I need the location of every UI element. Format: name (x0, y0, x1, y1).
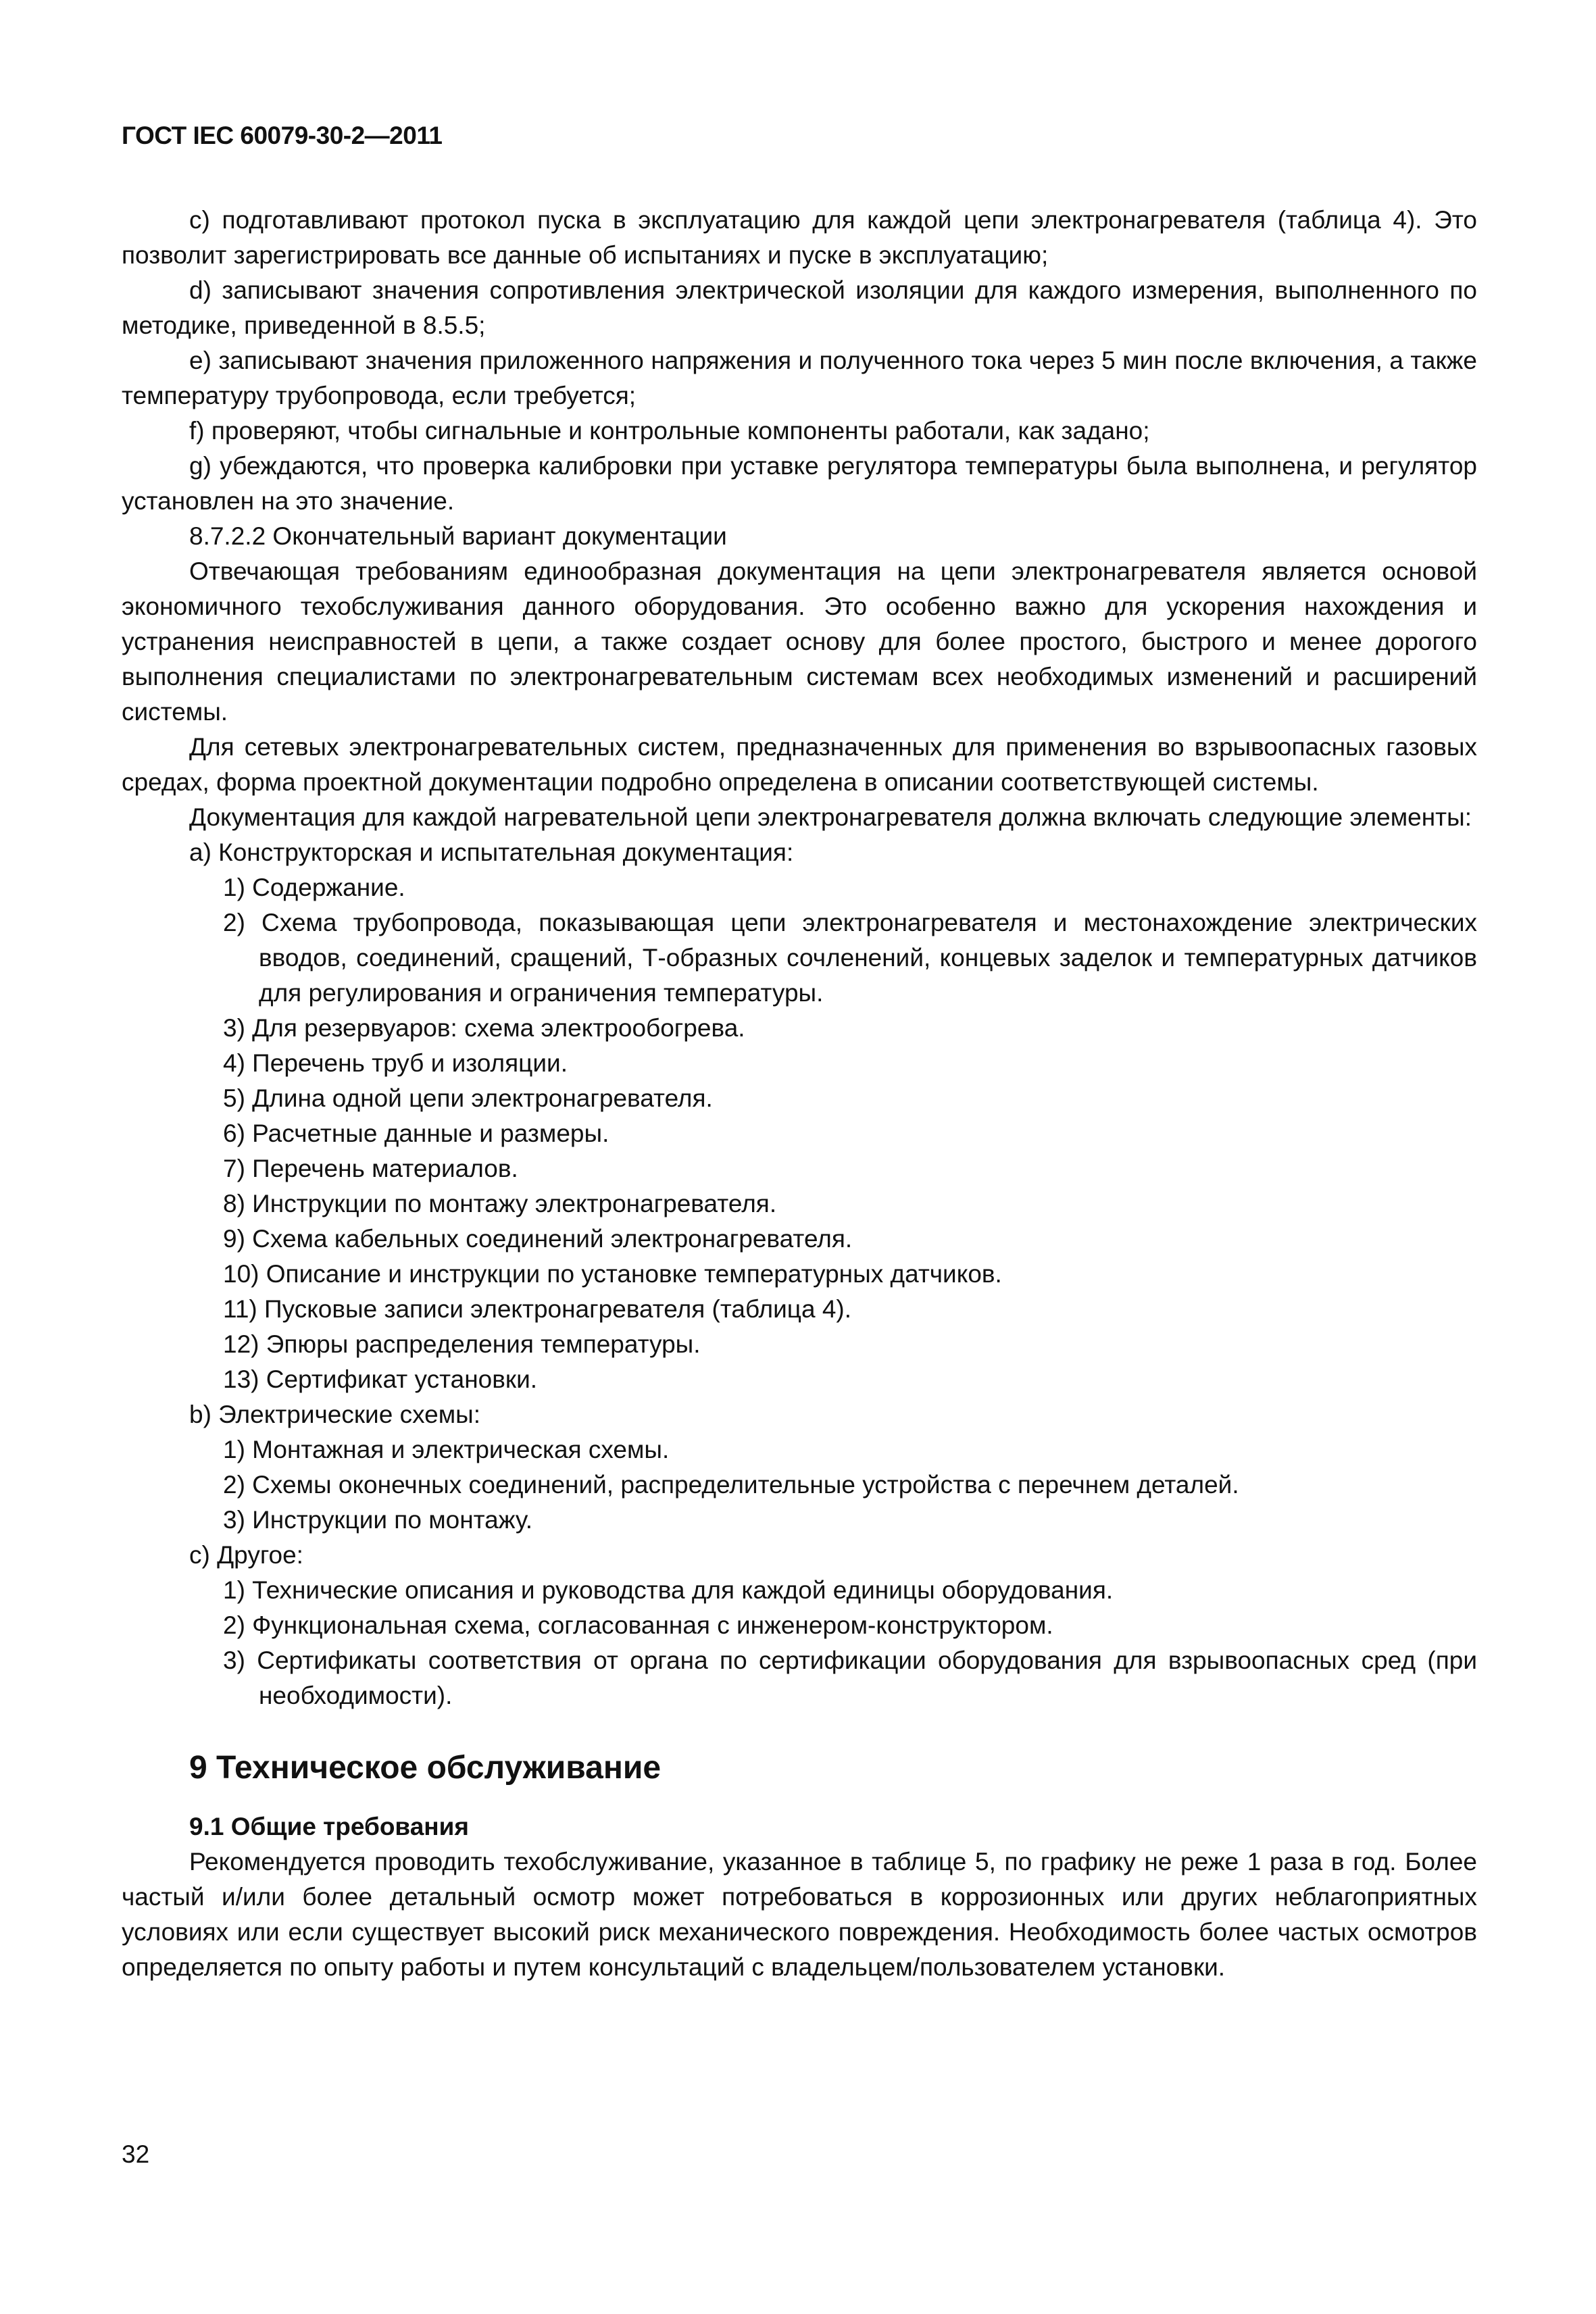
list-item: 4) Перечень труб и изоляции. (223, 1049, 568, 1077)
list-item: 1) Монтажная и электрическая схемы. (223, 1436, 670, 1463)
item-e-paragraph: e) записывают значения приложенного напряжения и полученного тока через 5 мин после включения, а также температуру трубопровода, если требуется; (122, 347, 1477, 409)
list-item: 9) Схема кабельных соединений электронагревателя. (223, 1225, 853, 1253)
documentation-paragraph-1: Отвечающая требованиям единообразная документация на цепи электронагревателя является основой экономичного техобслуживания данного оборудования. Это особенно важно для ускорения нахождения и устранения неисправностей в цепи, а также создает основу для более простого, быстрого и менее дорогого выполнения специалистами по электронагревательным системам всех необходимых изменений и расширений системы. (122, 557, 1477, 726)
list-a-label: a) Конструкторская и испытательная документация: (189, 838, 794, 866)
list-item: 12) Эпюры распределения температуры. (223, 1330, 701, 1358)
list-item: 5) Длина одной цепи электронагревателя. (223, 1084, 713, 1112)
list-item: 6) Расчетные данные и размеры. (223, 1120, 609, 1147)
list-item: 8) Инструкции по монтажу электронагревателя. (223, 1190, 777, 1217)
list-item: 11) Пусковые записи электронагревателя (таблица 4). (223, 1295, 852, 1323)
list-b-label: b) Электрические схемы: (189, 1401, 481, 1428)
list-item: 3) Для резервуаров: схема электрообогрева. (223, 1014, 745, 1042)
list-item: 2) Схема трубопровода, показывающая цепи электронагревателя и местонахождение электрических вводов, соединений, сращений, Т-образных сочленений, концевых заделок и температурных датчиков для регулирования и ограничения температуры. (223, 909, 1477, 1007)
section-9-1-title: 9.1 Общие требования (189, 1813, 469, 1840)
subsection-heading-8722: 8.7.2.2 Окончательный вариант документации (189, 522, 727, 550)
documentation-paragraph-2: Для сетевых электронагревательных систем, предназначенных для применения во взрывоопасных газовых средах, форма проектной документации подробно определена в описании соответствующей системы. (122, 733, 1477, 796)
document-body (122, 203, 1477, 1985)
list-item: 10) Описание и инструкции по установке температурных датчиков. (223, 1260, 1002, 1288)
list-item: 3) Инструкции по монтажу. (223, 1506, 533, 1534)
list-item: 2) Схемы оконечных соединений, распределительные устройства с перечнем деталей. (223, 1471, 1239, 1499)
section-9-1-paragraph: Рекомендуется проводить техобслуживание, указанное в таблице 5, по графику не реже 1 раза в год. Более частый и/или более детальный осмотр может потребоваться в коррозионных или других неблагоприятных условиях или если существует высокий риск механического повреждения. Необходимость более частых осмотров определяется по опыту работы и путем консультаций с владельцем/пользователем установки. (122, 1848, 1477, 1981)
list-item: 1) Технические описания и руководства для каждой единицы оборудования. (223, 1576, 1114, 1604)
page-number: 32 (122, 2140, 150, 2168)
list-item: 1) Содержание. (223, 874, 405, 901)
list-a (122, 835, 1477, 1397)
item-c-paragraph: c) подготавливают протокол пуска в эксплуатацию для каждой цепи электронагревателя (таблица 4). Это позволит зарегистрировать все данные об испытаниях и пуске в эксплуатацию; (122, 206, 1477, 269)
document-header: ГОСТ IEC 60079-30-2—2011 (122, 122, 443, 149)
item-f-paragraph: f) проверяют, чтобы сигнальные и контрольные компоненты работали, как задано; (189, 417, 1150, 445)
list-item: 13) Сертификат установки. (223, 1365, 538, 1393)
section-9-title: 9 Техническое обслуживание (189, 1750, 662, 1786)
list-c (122, 1538, 1477, 1713)
item-d-paragraph: d) записывают значения сопротивления электрической изоляции для каждого измерения, выполненного по методике, приведенной в 8.5.5; (122, 276, 1477, 339)
documentation-paragraph-3: Документация для каждой нагревательной цепи электронагревателя должна включать следующие элементы: (189, 803, 1472, 831)
list-item: 7) Перечень материалов. (223, 1155, 518, 1182)
item-g-paragraph: g) убеждаются, что проверка калибровки при уставке регулятора температуры была выполнена, и регулятор установлен на это значение. (122, 452, 1477, 515)
list-item: 3) Сертификаты соответствия от органа по сертификации оборудования для взрывоопасных сред (при необходимости). (223, 1646, 1477, 1709)
list-b (122, 1397, 1477, 1538)
list-item: 2) Функциональная схема, согласованная с инженером-конструктором. (223, 1611, 1053, 1639)
list-c-label: c) Другое: (189, 1541, 303, 1569)
